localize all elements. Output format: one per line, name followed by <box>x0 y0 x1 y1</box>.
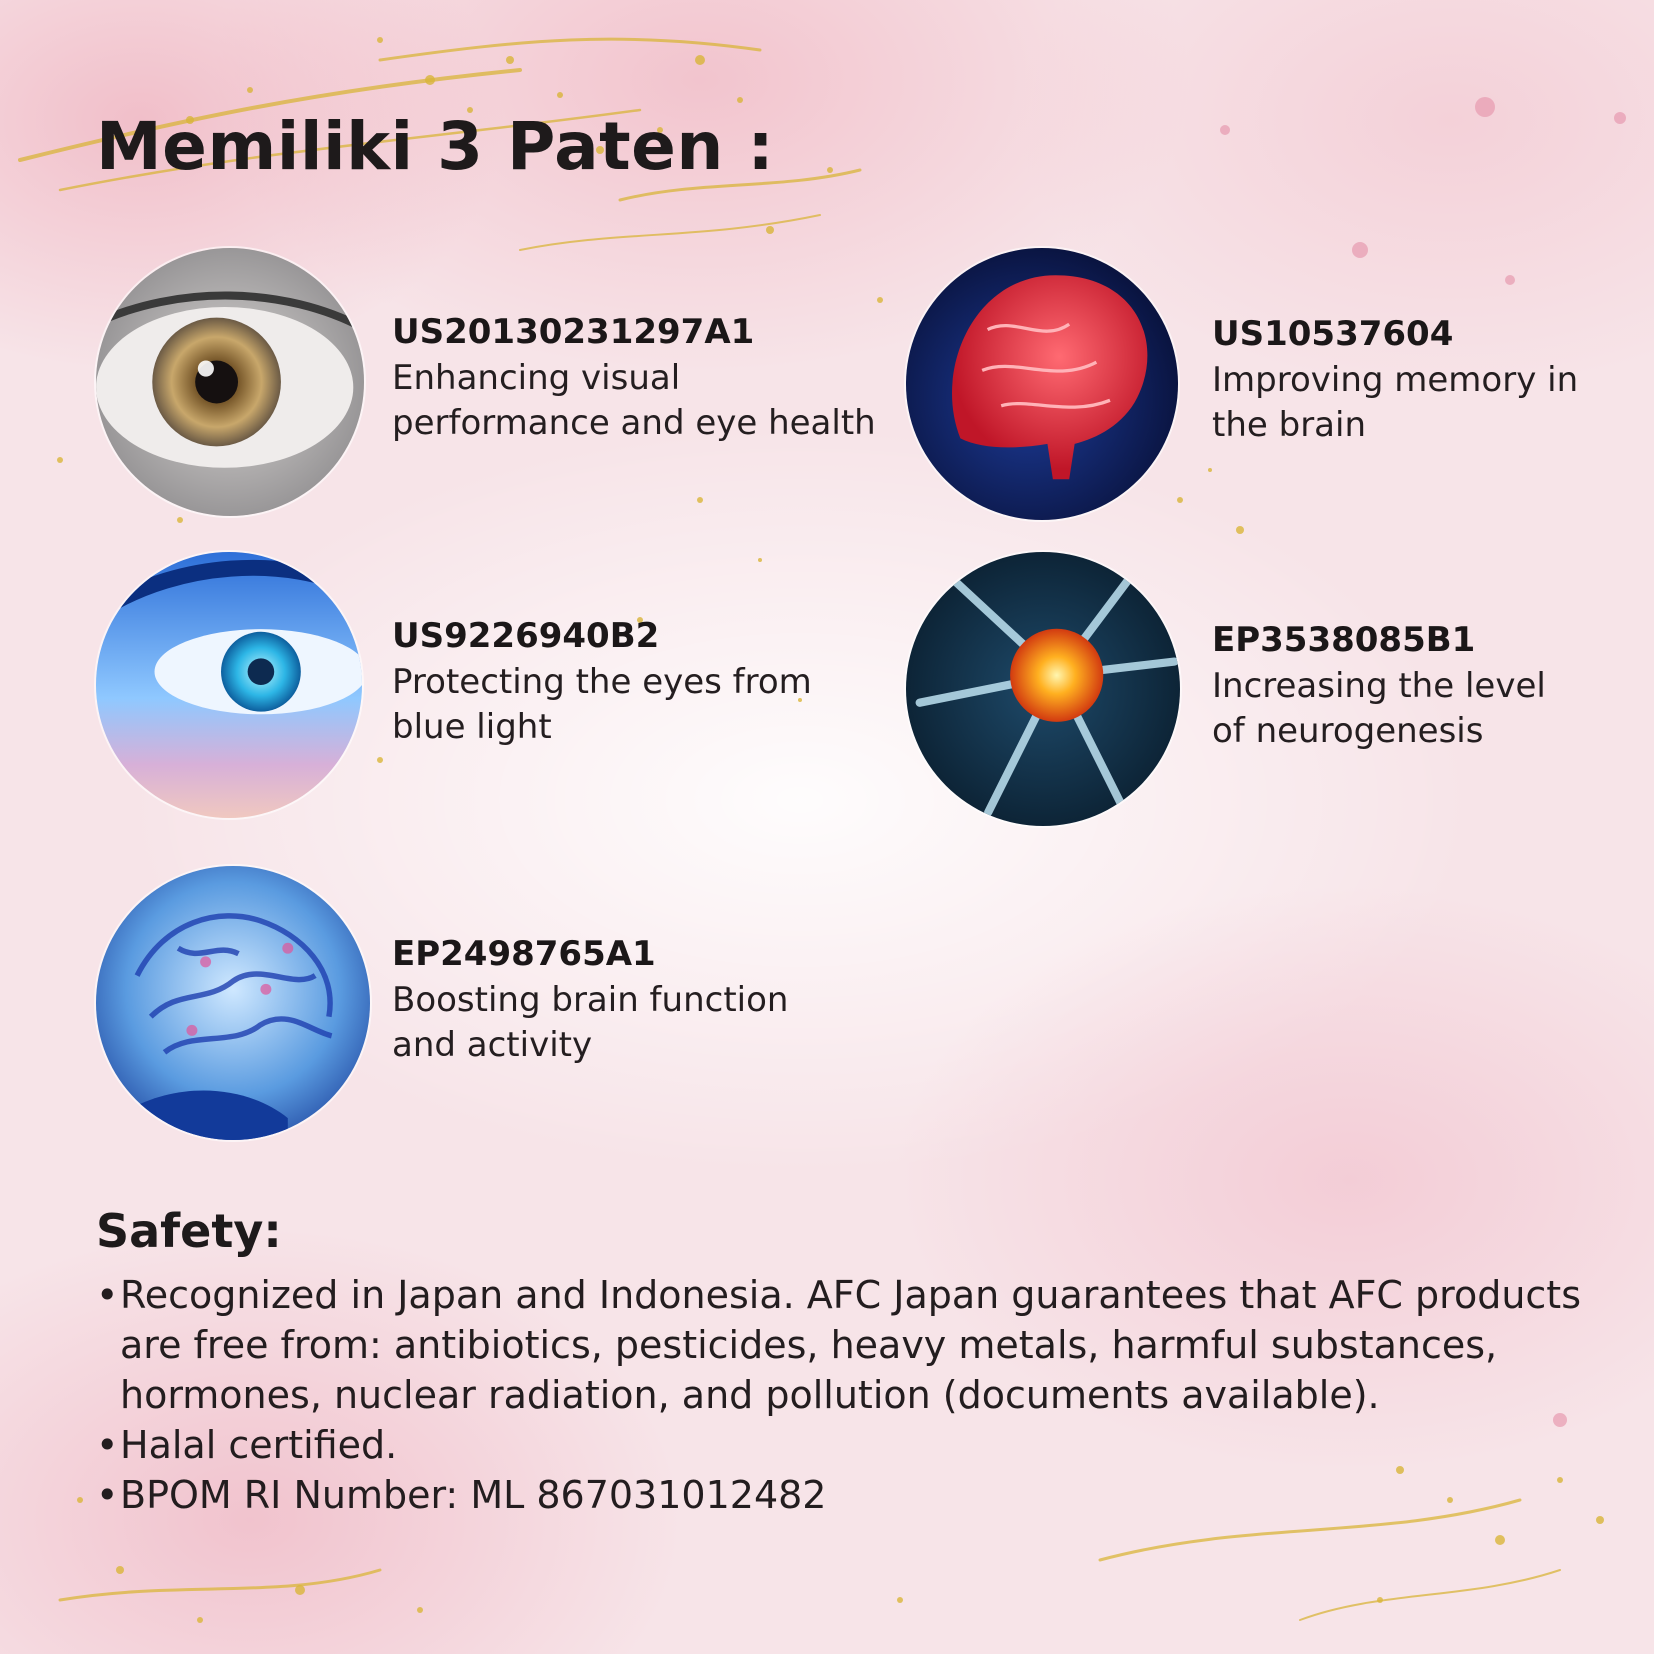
safety-item <box>96 1470 1636 1520</box>
patent-description-line-2: performance and eye health <box>392 403 876 443</box>
patent-code: US20130231297A1 <box>392 312 755 352</box>
patent-code: US9226940B2 <box>392 616 660 656</box>
patent-code: US10537604 <box>1212 314 1454 354</box>
patent-description-line-1: Improving memory in <box>1212 360 1579 400</box>
patent-description-line-2: and activity <box>392 1025 593 1065</box>
red-brain-image <box>906 248 1178 520</box>
safety-item-text: BPOM RI Number: ML 867031012482 <box>120 1473 827 1517</box>
patent-description-line-2: blue light <box>392 707 552 747</box>
eye-closeup-image <box>96 248 364 516</box>
patent-description-line-1: Protecting the eyes from <box>392 662 812 702</box>
patent-description-line-2: the brain <box>1212 405 1366 445</box>
safety-item <box>96 1270 1636 1420</box>
patent-code: EP3538085B1 <box>1212 620 1476 660</box>
safety-item-text: Halal certified. <box>120 1423 398 1467</box>
bullet: • <box>96 1423 119 1467</box>
neuron-image <box>906 552 1180 826</box>
patent-code: EP2498765A1 <box>392 934 656 974</box>
safety-item <box>96 1420 1636 1470</box>
blue-brain-image <box>96 866 370 1140</box>
patent-description-line-1: Enhancing visual <box>392 358 681 398</box>
page-title: Memiliki 3 Paten : <box>96 108 775 185</box>
patent-description-line-2: of neurogenesis <box>1212 711 1484 751</box>
bullet: • <box>96 1473 119 1517</box>
patent-description-line-1: Boosting brain function <box>392 980 789 1020</box>
safety-list <box>96 1270 1636 1520</box>
safety-heading: Safety: <box>96 1204 282 1258</box>
blue-eye-image <box>96 552 362 818</box>
bullet: • <box>96 1273 119 1317</box>
patent-description-line-1: Increasing the level <box>1212 666 1546 706</box>
safety-item-text: Recognized in Japan and Indonesia. AFC Japan guarantees that AFC products are free from: antibiotics, pesticides, heavy metals, harmful substances, hormones, nuclear radiation, and pollution (documents available). <box>120 1273 1581 1417</box>
